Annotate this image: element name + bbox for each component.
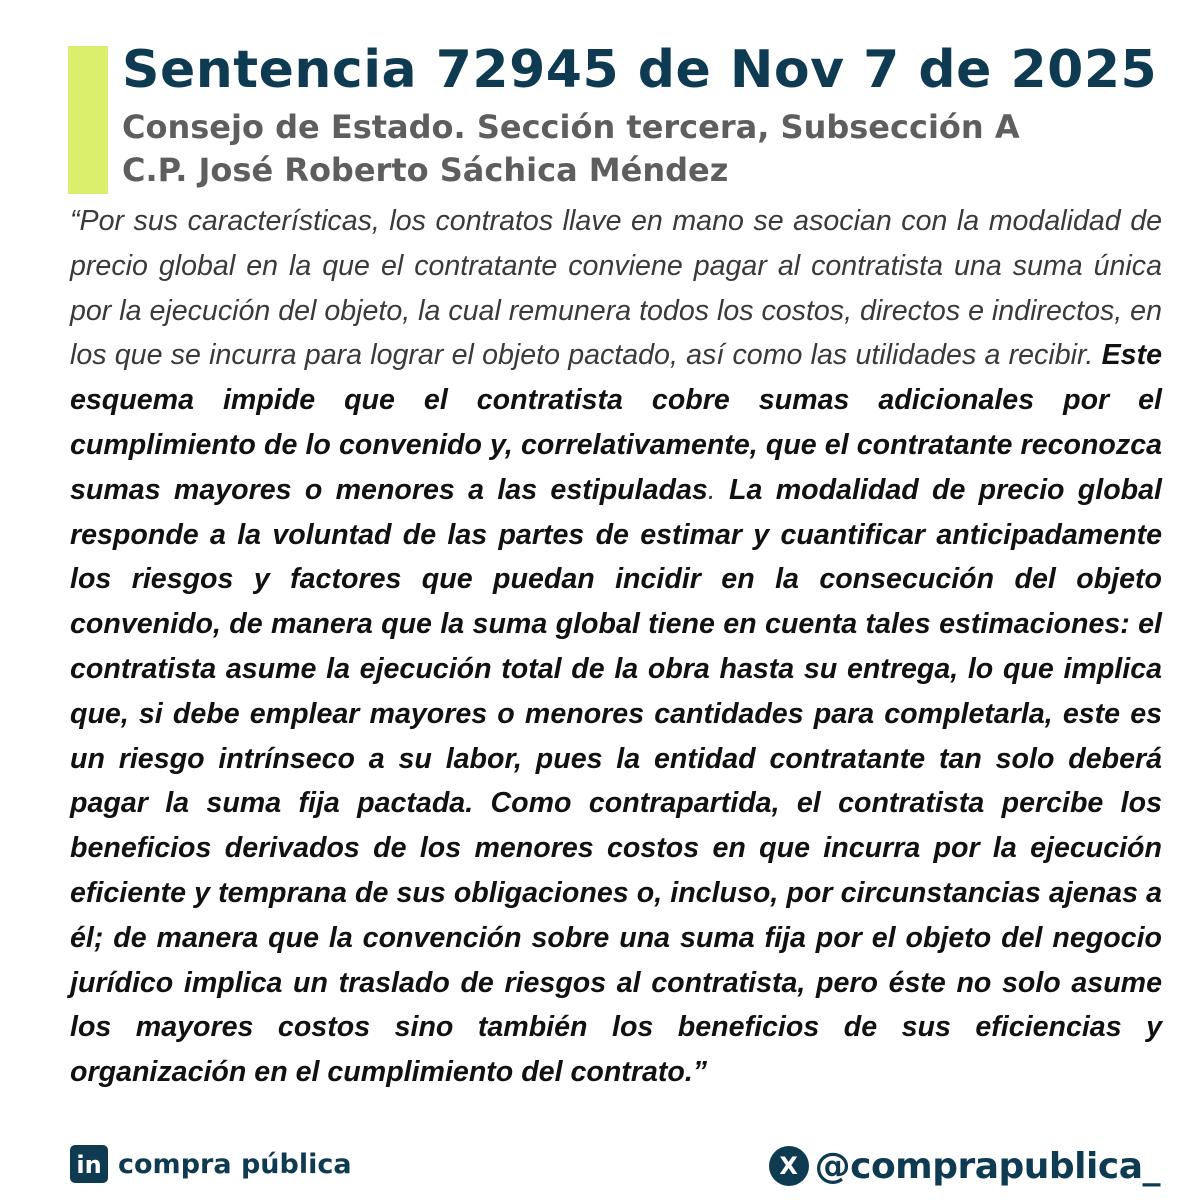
linkedin-icon: in — [70, 1145, 108, 1183]
header — [122, 34, 1170, 192]
x-icon: X — [769, 1146, 809, 1186]
linkedin-label: compra pública — [118, 1148, 352, 1180]
x-handle: @comprapublica_ — [814, 1145, 1160, 1187]
subtitle-judge: C.P. José Roberto Sáchica Méndez — [122, 151, 729, 189]
footer — [70, 1140, 1160, 1192]
quote-intro: “Por sus características, los contratos llave en mano se asocian con la modalidad de precio global en la que el contratante conviene pagar al contratista una suma única por la ejecución del objeto, la cual remunera todos los costos, directos e indirectos, en los que se incurra para lograr el objeto pactado, así como las utilidades a recibir. — [70, 205, 1162, 372]
subtitle-court: Consejo de Estado. Sección tercera, Subsección A — [122, 108, 1020, 146]
quote-separator: . — [707, 473, 730, 506]
quote-emphasis-2: La modalidad de precio global responde a la voluntad de las partes de estimar y cuantificar anticipadamente los riesgos y factores que puedan incidir en la consecución del objeto convenido, de manera que la suma global tiene en cuenta tales estimaciones: el contratista asume la ejecución total de la obra hasta su entrega, lo que implica que, si debe emplear mayores o menores cantidades para completarla, este es un riesgo intrínseco a su labor, pues la entidad contratante tan solo deberá pagar la suma fija pactada. Como contrapartida, el contratista percibe los beneficios derivados de los menores costos en que incurra por la ejecución eficiente y temprana de sus obligaciones o, incluso, por circunstancias ajenas a él; de manera que la convención sobre una suma fija por el objeto del negocio jurídico implica un traslado de riesgos al contratista, pero éste no solo asume los mayores costos sino también los beneficios de sus eficiencias y organización en el cumplimiento del contrato.” — [70, 473, 1162, 1089]
page-title: Sentencia 72945 de Nov 7 de 2025 — [122, 40, 1158, 100]
x-brand[interactable] — [769, 1140, 1160, 1192]
linkedin-brand[interactable] — [70, 1140, 352, 1188]
quote-body — [70, 199, 1162, 1095]
quote-emphasis-1: Este esquema impide que el contratista cobre sumas adicionales por el cumplimiento de lo convenido y, correlativamente, que el contratante reconozca sumas mayores o menores a las estipuladas — [70, 339, 1162, 506]
accent-bar — [68, 46, 108, 194]
